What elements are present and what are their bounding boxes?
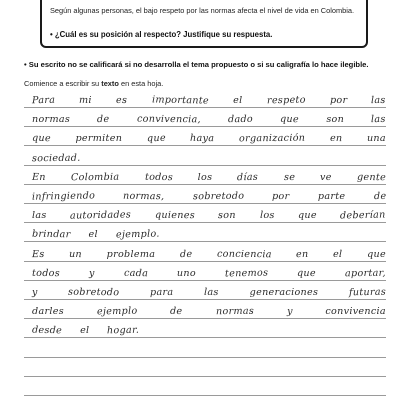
ruled-line xyxy=(24,261,386,262)
handwritten-word: de xyxy=(373,190,387,203)
handwritten-line xyxy=(32,229,386,240)
handwritten-word: tenemos xyxy=(224,267,269,280)
start-note-bold: texto xyxy=(101,79,119,88)
handwritten-word: dado xyxy=(227,114,254,126)
writing-sheet xyxy=(24,94,386,410)
handwritten-word: que xyxy=(297,267,317,279)
handwritten-line xyxy=(32,153,386,164)
ruled-line xyxy=(24,184,386,185)
handwritten-word: sobretodo xyxy=(68,286,120,299)
handwritten-word: haya xyxy=(190,133,215,145)
handwritten-word: Colombia xyxy=(70,171,120,184)
handwritten-word: los xyxy=(259,210,275,222)
ruled-line xyxy=(24,337,386,338)
handwritten-word: es xyxy=(116,94,128,107)
handwritten-word: una xyxy=(366,133,386,145)
handwritten-word: el xyxy=(80,325,90,337)
handwritten-word: quienes xyxy=(154,209,195,222)
handwritten-word: las xyxy=(371,114,387,126)
handwritten-line xyxy=(32,268,386,279)
handwritten-word: conciencia xyxy=(216,248,272,260)
handwritten-word: que xyxy=(31,133,52,145)
handwritten-word: el xyxy=(333,248,343,260)
handwritten-line xyxy=(32,172,386,183)
handwritten-line xyxy=(32,191,386,202)
handwritten-word: autoridades xyxy=(70,209,132,222)
handwritten-word: y xyxy=(88,267,95,279)
handwritten-word: En xyxy=(31,171,46,183)
handwritten-word: ve xyxy=(319,171,332,183)
handwritten-word: días xyxy=(237,171,259,184)
handwritten-line xyxy=(32,114,386,125)
handwritten-word: desde xyxy=(31,325,63,337)
handwritten-word: las xyxy=(32,210,47,222)
handwritten-word: las xyxy=(204,286,220,299)
handwritten-word: hogar. xyxy=(107,325,140,337)
handwritten-word: que xyxy=(367,248,386,260)
handwritten-word: respeto xyxy=(266,94,306,107)
handwritten-word: generaciones xyxy=(249,287,319,298)
handwritten-word: los xyxy=(197,171,213,183)
handwritten-word: futuras xyxy=(348,286,387,299)
handwritten-word: sociedad. xyxy=(31,152,81,164)
ruled-line xyxy=(24,203,386,204)
handwritten-word: convivencia, xyxy=(136,113,201,126)
handwritten-word: Es xyxy=(31,248,45,260)
handwritten-word: todos xyxy=(144,171,173,184)
ruled-line xyxy=(24,165,386,166)
handwritten-word: las xyxy=(371,94,387,107)
handwritten-word: para xyxy=(150,286,174,299)
ruled-line xyxy=(24,126,386,127)
handwritten-word: por xyxy=(329,94,348,107)
handwritten-word: uno xyxy=(176,267,196,279)
handwritten-line xyxy=(32,325,386,336)
handwritten-line xyxy=(32,210,386,221)
handwritten-word: normas, xyxy=(123,190,165,203)
handwritten-word: cada xyxy=(123,267,149,280)
handwritten-word: por xyxy=(272,190,290,203)
handwritten-word: en xyxy=(329,133,343,145)
handwritten-word: el xyxy=(233,95,243,106)
ruled-line xyxy=(24,241,386,242)
handwritten-word: son xyxy=(326,114,345,126)
ruled-line xyxy=(24,107,386,108)
handwritten-word: importante xyxy=(151,94,209,107)
handwritten-word: el xyxy=(88,229,98,241)
handwritten-line xyxy=(32,133,386,144)
handwritten-word: que xyxy=(280,113,300,126)
handwritten-word: y xyxy=(286,306,293,318)
handwritten-word: que xyxy=(297,210,317,222)
handwritten-word: que xyxy=(146,133,166,145)
handwritten-word: darles xyxy=(32,306,64,318)
prompt-question: • ¿Cuál es su posición al respecto? Justifique su respuesta. xyxy=(50,30,273,39)
handwritten-word: brindar xyxy=(31,228,71,241)
prompt-context: Según algunas personas, el bajo respeto por las normas afecta el nivel de vida en Colombia. xyxy=(50,6,355,15)
ruled-line xyxy=(24,357,386,358)
handwritten-word: sobretodo xyxy=(192,190,245,203)
ruled-line xyxy=(24,280,386,281)
handwritten-word: permiten xyxy=(75,133,123,145)
start-note xyxy=(24,79,163,88)
handwritten-word: de xyxy=(97,114,110,126)
handwritten-word: ejemplo xyxy=(96,305,138,318)
handwritten-line xyxy=(32,287,386,298)
handwritten-word: y xyxy=(31,286,38,299)
ruled-line xyxy=(24,299,386,300)
start-note-suffix: en esta hoja. xyxy=(118,79,164,88)
ruled-line xyxy=(24,222,386,223)
handwritten-line xyxy=(32,95,386,106)
handwritten-word: son xyxy=(218,210,237,222)
handwritten-word: mi xyxy=(79,94,93,107)
handwritten-line xyxy=(32,249,386,260)
handwritten-word: aportar, xyxy=(345,267,387,280)
ruled-line xyxy=(24,145,386,146)
handwritten-word: Para xyxy=(31,94,56,107)
handwritten-word: gente xyxy=(356,171,387,184)
handwritten-word: un xyxy=(68,248,83,260)
handwritten-word: de xyxy=(179,248,193,260)
handwritten-word: deberían xyxy=(340,209,387,222)
warning-note: • Su escrito no se calificará si no desarrolla el tema propuesto o si su caligrafía lo hace ilegible. xyxy=(24,60,369,69)
handwritten-word: convivencia xyxy=(325,306,386,318)
handwritten-word: en xyxy=(296,248,309,260)
warning-text: Su escrito no se calificará si no desarrolla el tema propuesto o si su caligrafía lo hace ilegible. xyxy=(28,60,369,69)
handwritten-word: problema xyxy=(106,248,156,260)
handwritten-word: normas xyxy=(32,114,71,126)
ruled-line xyxy=(24,395,386,396)
handwritten-word: se xyxy=(283,171,295,183)
handwritten-word: infringiendo xyxy=(31,190,96,203)
handwritten-word: ejemplo. xyxy=(115,228,160,241)
start-note-prefix: Comience a escribir su xyxy=(24,79,102,88)
handwritten-line xyxy=(32,306,386,317)
ruled-line xyxy=(24,318,386,319)
ruled-line xyxy=(24,376,386,377)
handwritten-word: de xyxy=(170,306,183,318)
prompt-box xyxy=(40,0,368,48)
handwritten-word: todos xyxy=(31,267,61,279)
handwritten-word: organización xyxy=(239,133,306,145)
handwritten-word: normas xyxy=(215,305,254,318)
handwritten-word: parte xyxy=(317,191,346,202)
prompt-question-text: ¿Cuál es su posición al respecto? Justifique su respuesta. xyxy=(54,30,273,39)
